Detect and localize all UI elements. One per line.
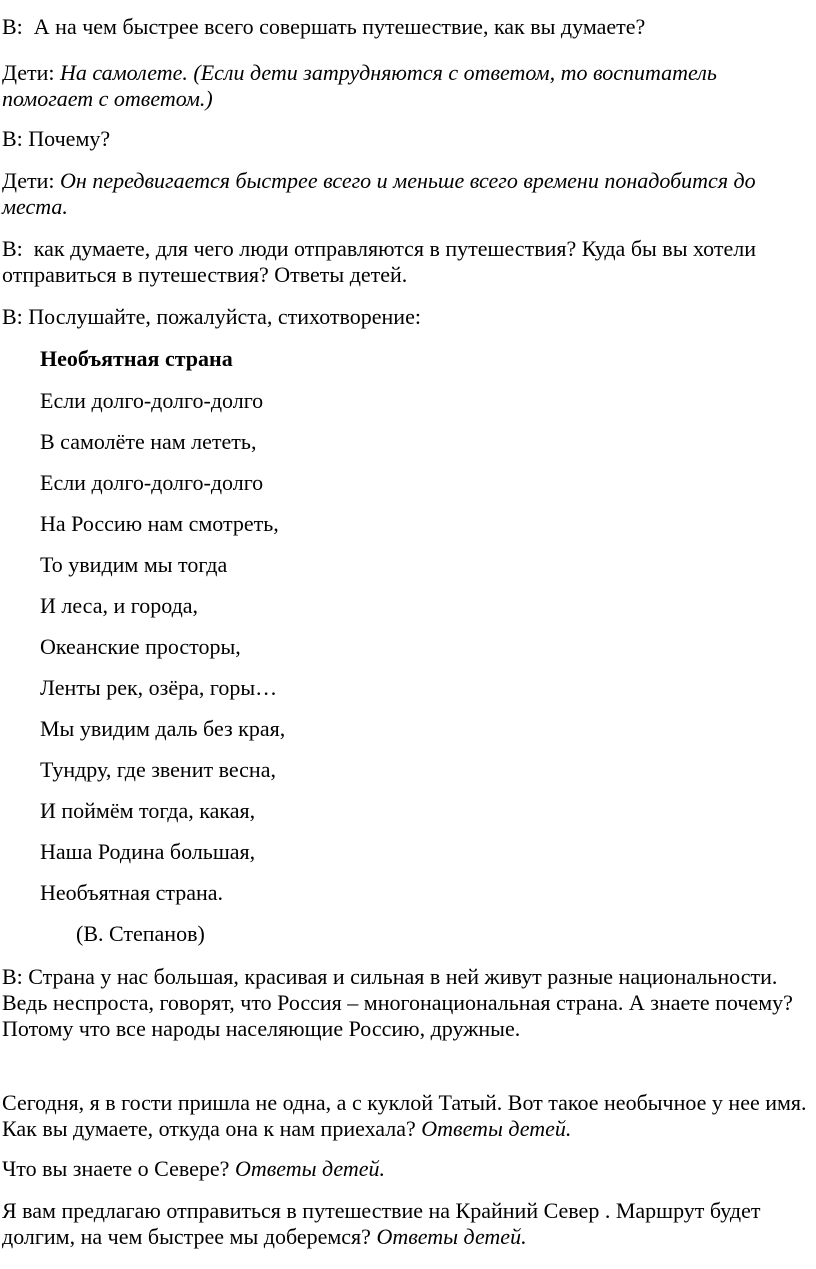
dialogue-paragraph-3 bbox=[2, 126, 810, 152]
poem-line: Необъятная страна. bbox=[40, 880, 224, 905]
italic-text: Ответы детей. bbox=[234, 1156, 386, 1181]
poem-line: Мы увидим даль без края, bbox=[40, 716, 286, 741]
paragraph-text: Что вы знаете о Севере? bbox=[2, 1156, 235, 1181]
dialogue-paragraph-7 bbox=[2, 964, 810, 1042]
dialogue-paragraph-9 bbox=[2, 1156, 810, 1182]
italic-text: Ответы детей. bbox=[421, 1116, 572, 1141]
paragraph-text: А на чем быстрее всего совершать путешествие, как вы думаете? bbox=[22, 14, 646, 39]
poem-title: Необъятная страна bbox=[40, 346, 233, 371]
italic-text: На самолете. (Если дети затрудняются с ответом, то воспитатель помогает с ответом.) bbox=[2, 60, 717, 111]
paragraph-text: Почему? bbox=[22, 126, 111, 151]
italic-text: Ответы детей. bbox=[376, 1224, 527, 1249]
speaker-label: В: bbox=[2, 126, 23, 151]
paragraph-text: Я вам предлагаю отправиться в путешествие на Крайний Север . Маршрут будет долгим, на чем быстрее мы доберемся? bbox=[2, 1198, 766, 1249]
paragraph-text: как думаете, для чего люди отправляются в путешествия? Куда бы вы хотели отправиться в путешествия? Ответы детей. bbox=[2, 236, 762, 287]
speaker-label: Дети: bbox=[2, 60, 55, 85]
poem-line: На Россию нам смотреть, bbox=[40, 511, 279, 536]
poem-line: И поймём тогда, какая, bbox=[40, 798, 256, 823]
poem-line: То увидим мы тогда bbox=[40, 552, 228, 577]
italic-text: Он передвигается быстрее всего и меньше всего времени понадобится до места. bbox=[2, 168, 756, 219]
dialogue-paragraph-1 bbox=[2, 14, 810, 40]
speaker-label: Дети: bbox=[2, 168, 55, 193]
dialogue-paragraph-8 bbox=[2, 1090, 813, 1142]
poem-line: Наша Родина большая, bbox=[40, 839, 256, 864]
paragraph-text: Сегодня, я в гости пришла не одна, а с куклой Татый. Вот такое необычное у нее имя. Как вы думаете, откуда она к нам приехала? bbox=[2, 1090, 813, 1141]
paragraph-text: Послушайте, пожалуйста, стихотворение: bbox=[22, 304, 421, 329]
poem-line: Если долго-долго-долго bbox=[40, 388, 264, 413]
speaker-label: В: bbox=[2, 14, 23, 39]
dialogue-paragraph-5 bbox=[2, 236, 810, 288]
paragraph-text: В: Страна у нас большая, красивая и сильная в ней живут разные национальности. Ведь неспроста, говорят, что Россия – многонациональная страна. А знаете почему? Потому что все народы населяющие Россию, дружные. bbox=[2, 964, 793, 1041]
dialogue-paragraph-6 bbox=[2, 304, 810, 330]
poem-line: Океанские просторы, bbox=[40, 634, 241, 659]
dialogue-paragraph-4 bbox=[2, 168, 810, 220]
poem-line: Если долго-долго-долго bbox=[40, 470, 264, 495]
poem-line: В самолёте нам лететь, bbox=[40, 429, 257, 454]
dialogue-paragraph-10 bbox=[2, 1198, 810, 1250]
poem-line: Ленты рек, озёра, горы… bbox=[40, 675, 278, 700]
poem-author: (В. Степанов) bbox=[76, 921, 205, 946]
poem-line: Тундру, где звенит весна, bbox=[40, 757, 276, 782]
dialogue-paragraph-2 bbox=[2, 60, 810, 112]
speaker-label: В: bbox=[2, 236, 23, 261]
poem-line: И леса, и города, bbox=[40, 593, 199, 618]
speaker-label: В: bbox=[2, 304, 23, 329]
